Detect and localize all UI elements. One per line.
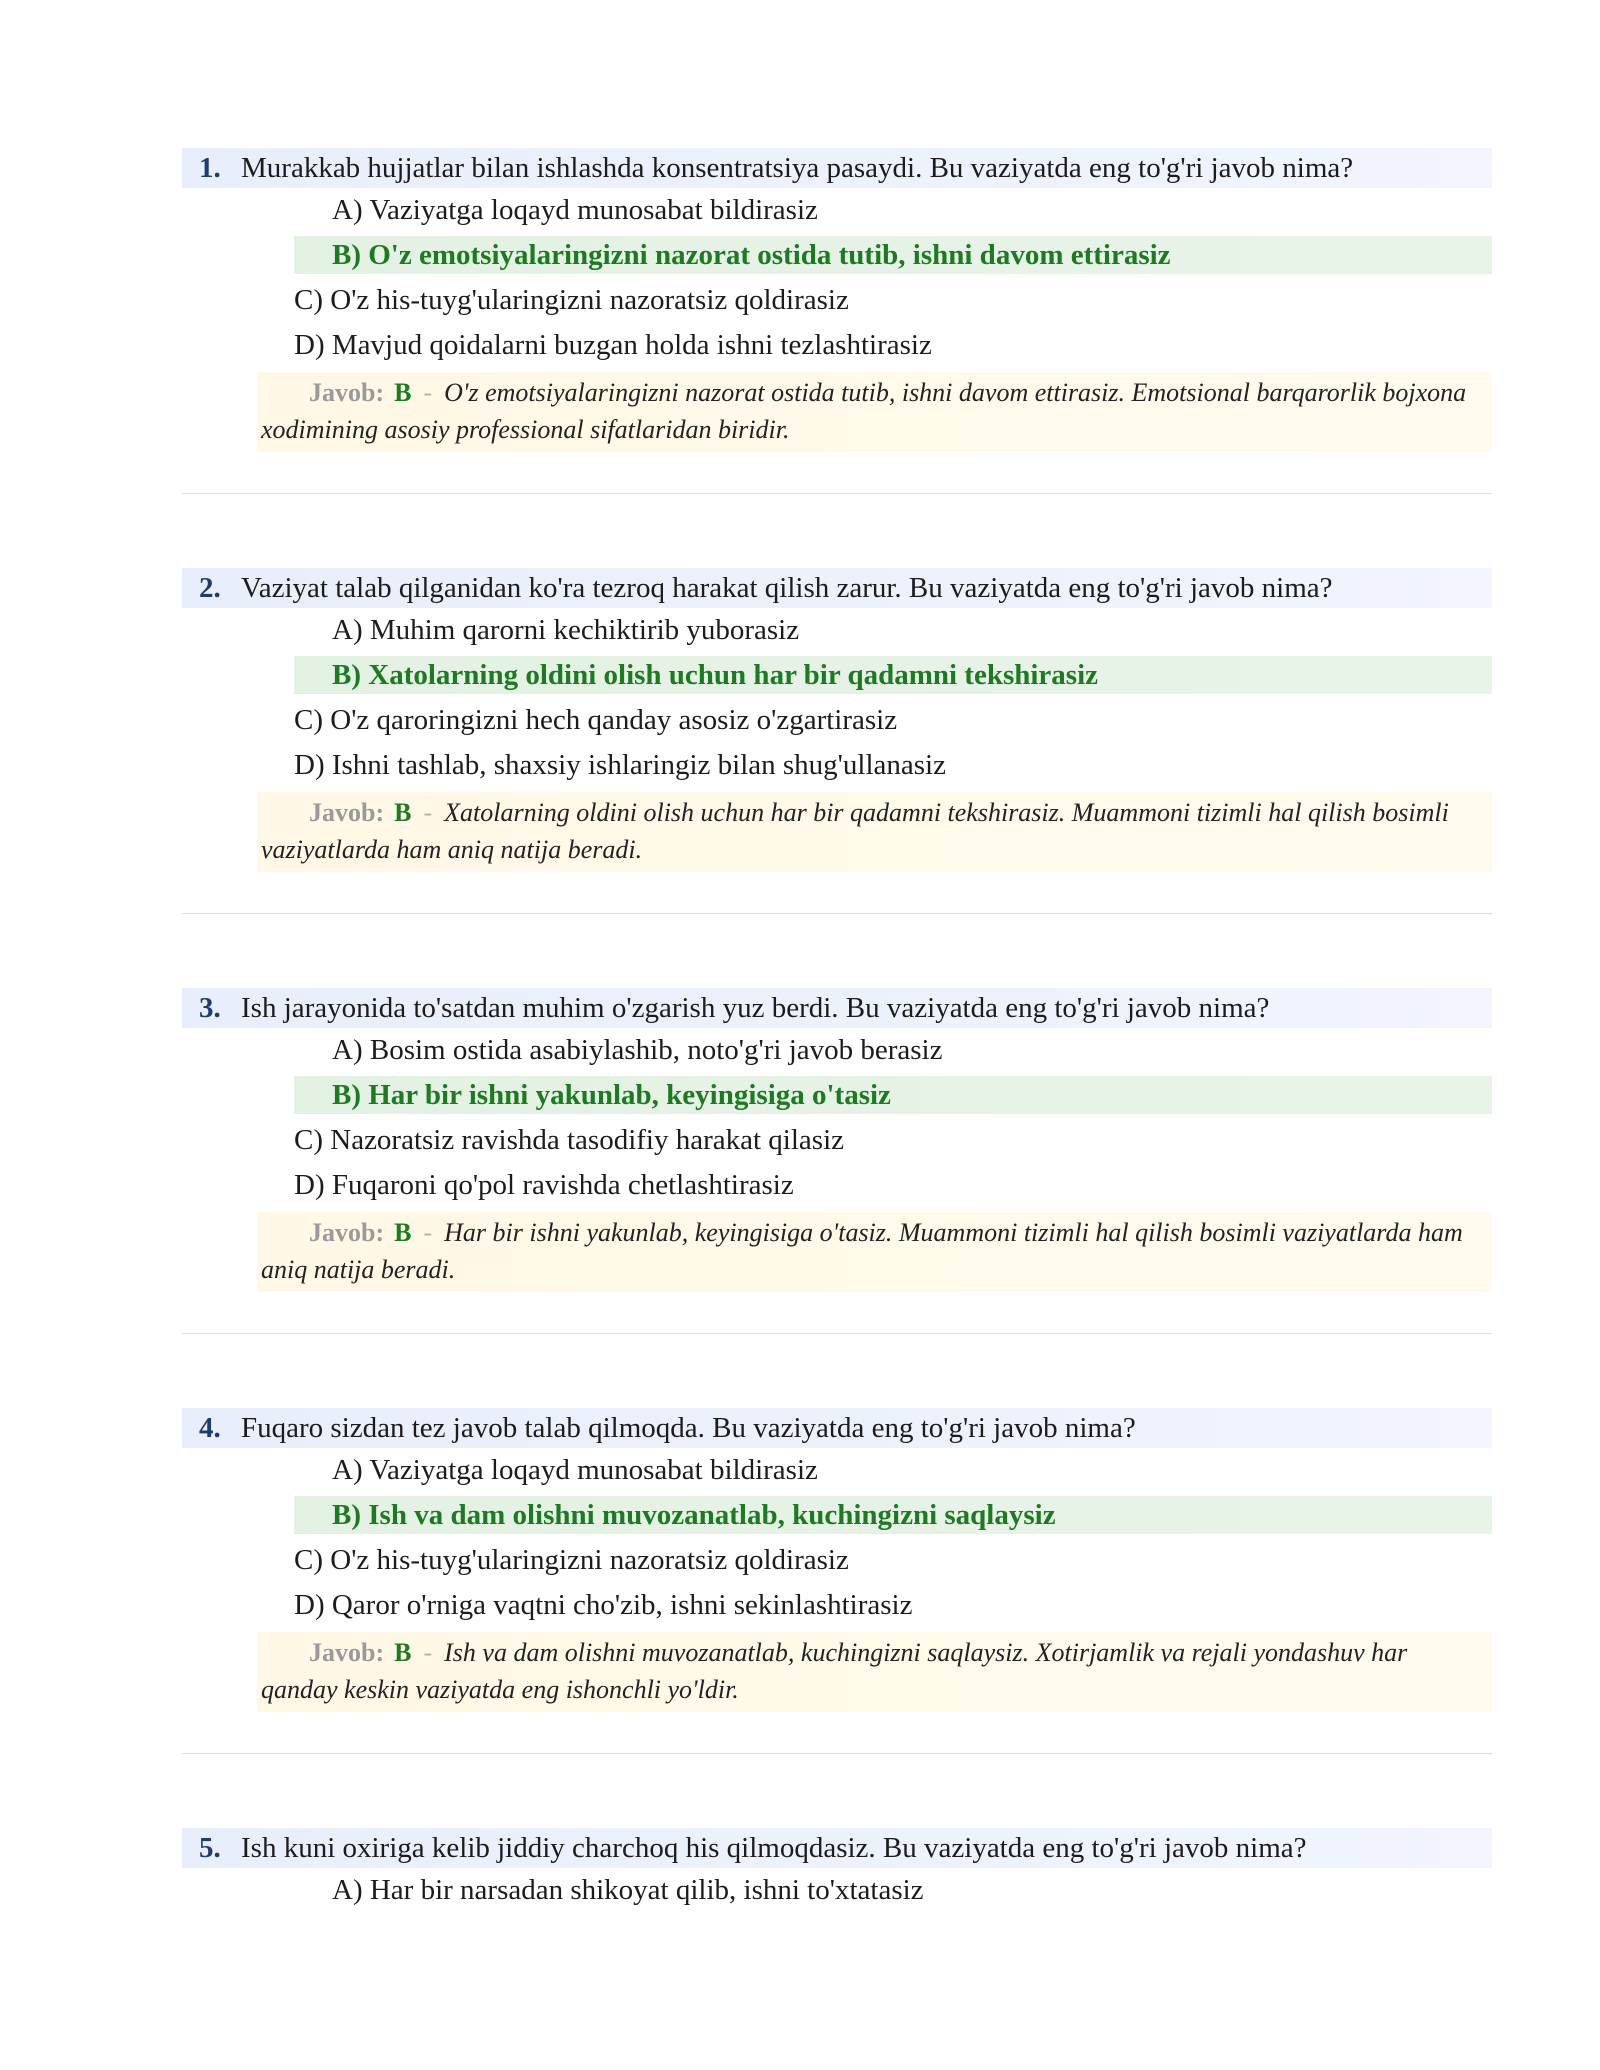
option-b-correct: B) O'z emotsiyalaringizni nazorat ostida tutib, ishni davom ettirasiz <box>294 236 1492 274</box>
question-number: 4. <box>199 1412 221 1444</box>
answer-label: Javob: <box>309 1218 385 1247</box>
question-number: 5. <box>199 1832 221 1864</box>
answer-dash: - <box>423 378 433 407</box>
section-divider <box>182 1753 1492 1754</box>
section-divider <box>182 493 1492 494</box>
option-a: A) Bosim ostida asabiylashib, noto'g'ri javob berasiz <box>332 1034 943 1066</box>
option-a: A) Vaziyatga loqayd munosabat bildirasiz <box>332 194 818 226</box>
option-b-correct: B) Ish va dam olishni muvozanatlab, kuchingizni saqlaysiz <box>294 1496 1492 1534</box>
option-b-correct: B) Har bir ishni yakunlab, keyingisiga o'tasiz <box>294 1076 1492 1114</box>
question-text: Fuqaro sizdan tez javob talab qilmoqda. Bu vaziyatda eng to'g'ri javob nima? <box>241 1412 1136 1444</box>
question-text: Ish kuni oxiriga kelib jiddiy charchoq his qilmoqdasiz. Bu vaziyatda eng to'g'ri javob nima? <box>241 1832 1307 1864</box>
question-text: Murakkab hujjatlar bilan ishlashda konsentratsiya pasaydi. Bu vaziyatda eng to'g'ri javob nima? <box>241 152 1354 184</box>
option-c: C) O'z qaroringizni hech qanday asosiz o'zgartirasiz <box>294 704 898 736</box>
answer-explanation: Ish va dam olishni muvozanatlab, kuchingizni saqlaysiz. Xotirjamlik va rejali yondashuv har qanday keskin vaziyatda eng ishonchli yo'ldir. <box>261 1638 1408 1704</box>
question-block <box>182 568 1492 872</box>
answer-box <box>257 1632 1492 1712</box>
question-block <box>182 148 1492 452</box>
answer-dash: - <box>423 798 433 827</box>
option-a: A) Har bir narsadan shikoyat qilib, ishni to'xtatasiz <box>332 1874 924 1906</box>
section-divider <box>182 913 1492 914</box>
answer-box <box>257 792 1492 872</box>
answer-dash: - <box>423 1638 433 1667</box>
answer-box <box>257 372 1492 452</box>
question-number: 2. <box>199 572 221 604</box>
option-c: C) O'z his-tuyg'ularingizni nazoratsiz qoldirasiz <box>294 1544 849 1576</box>
question-block <box>182 1828 1492 1913</box>
answer-letter: B <box>394 378 412 407</box>
option-a: A) Muhim qarorni kechiktirib yuborasiz <box>332 614 800 646</box>
answer-dash: - <box>423 1218 433 1247</box>
question-number: 1. <box>199 152 221 184</box>
option-b-correct: B) Xatolarning oldini olish uchun har bir qadamni tekshirasiz <box>294 656 1492 694</box>
option-d: D) Qaror o'rniga vaqtni cho'zib, ishni sekinlashtirasiz <box>294 1589 913 1621</box>
question-header <box>182 1408 1492 1448</box>
question-header <box>182 1828 1492 1868</box>
question-number: 3. <box>199 992 221 1024</box>
question-block <box>182 1408 1492 1712</box>
answer-label: Javob: <box>309 798 385 827</box>
option-a: A) Vaziyatga loqayd munosabat bildirasiz <box>332 1454 818 1486</box>
question-block <box>182 988 1492 1292</box>
answer-label: Javob: <box>309 378 385 407</box>
question-text: Ish jarayonida to'satdan muhim o'zgarish yuz berdi. Bu vaziyatda eng to'g'ri javob nima? <box>241 992 1270 1024</box>
question-header <box>182 148 1492 188</box>
answer-box <box>257 1212 1492 1292</box>
option-c: C) Nazoratsiz ravishda tasodifiy harakat qilasiz <box>294 1124 844 1156</box>
answer-letter: B <box>394 1638 412 1667</box>
answer-explanation: O'z emotsiyalaringizni nazorat ostida tutib, ishni davom ettirasiz. Emotsional barqarorlik bojxona xodimining asosiy professional sifatlaridan biridir. <box>261 378 1467 444</box>
question-header <box>182 568 1492 608</box>
option-d: D) Mavjud qoidalarni buzgan holda ishni tezlashtirasiz <box>294 329 932 361</box>
section-divider <box>182 1333 1492 1334</box>
answer-letter: B <box>394 798 412 827</box>
question-text: Vaziyat talab qilganidan ko'ra tezroq harakat qilish zarur. Bu vaziyatda eng to'g'ri javob nima? <box>241 572 1333 604</box>
option-d: D) Ishni tashlab, shaxsiy ishlaringiz bilan shug'ullanasiz <box>294 749 946 781</box>
question-header <box>182 988 1492 1028</box>
option-c: C) O'z his-tuyg'ularingizni nazoratsiz qoldirasiz <box>294 284 849 316</box>
answer-explanation: Har bir ishni yakunlab, keyingisiga o'tasiz. Muammoni tizimli hal qilish bosimli vaziyatlarda ham aniq natija beradi. <box>261 1218 1463 1284</box>
answer-letter: B <box>394 1218 412 1247</box>
answer-label: Javob: <box>309 1638 385 1667</box>
answer-explanation: Xatolarning oldini olish uchun har bir qadamni tekshirasiz. Muammoni tizimli hal qilish bosimli vaziyatlarda ham aniq natija beradi. <box>261 798 1449 864</box>
option-d: D) Fuqaroni qo'pol ravishda chetlashtirasiz <box>294 1169 794 1201</box>
